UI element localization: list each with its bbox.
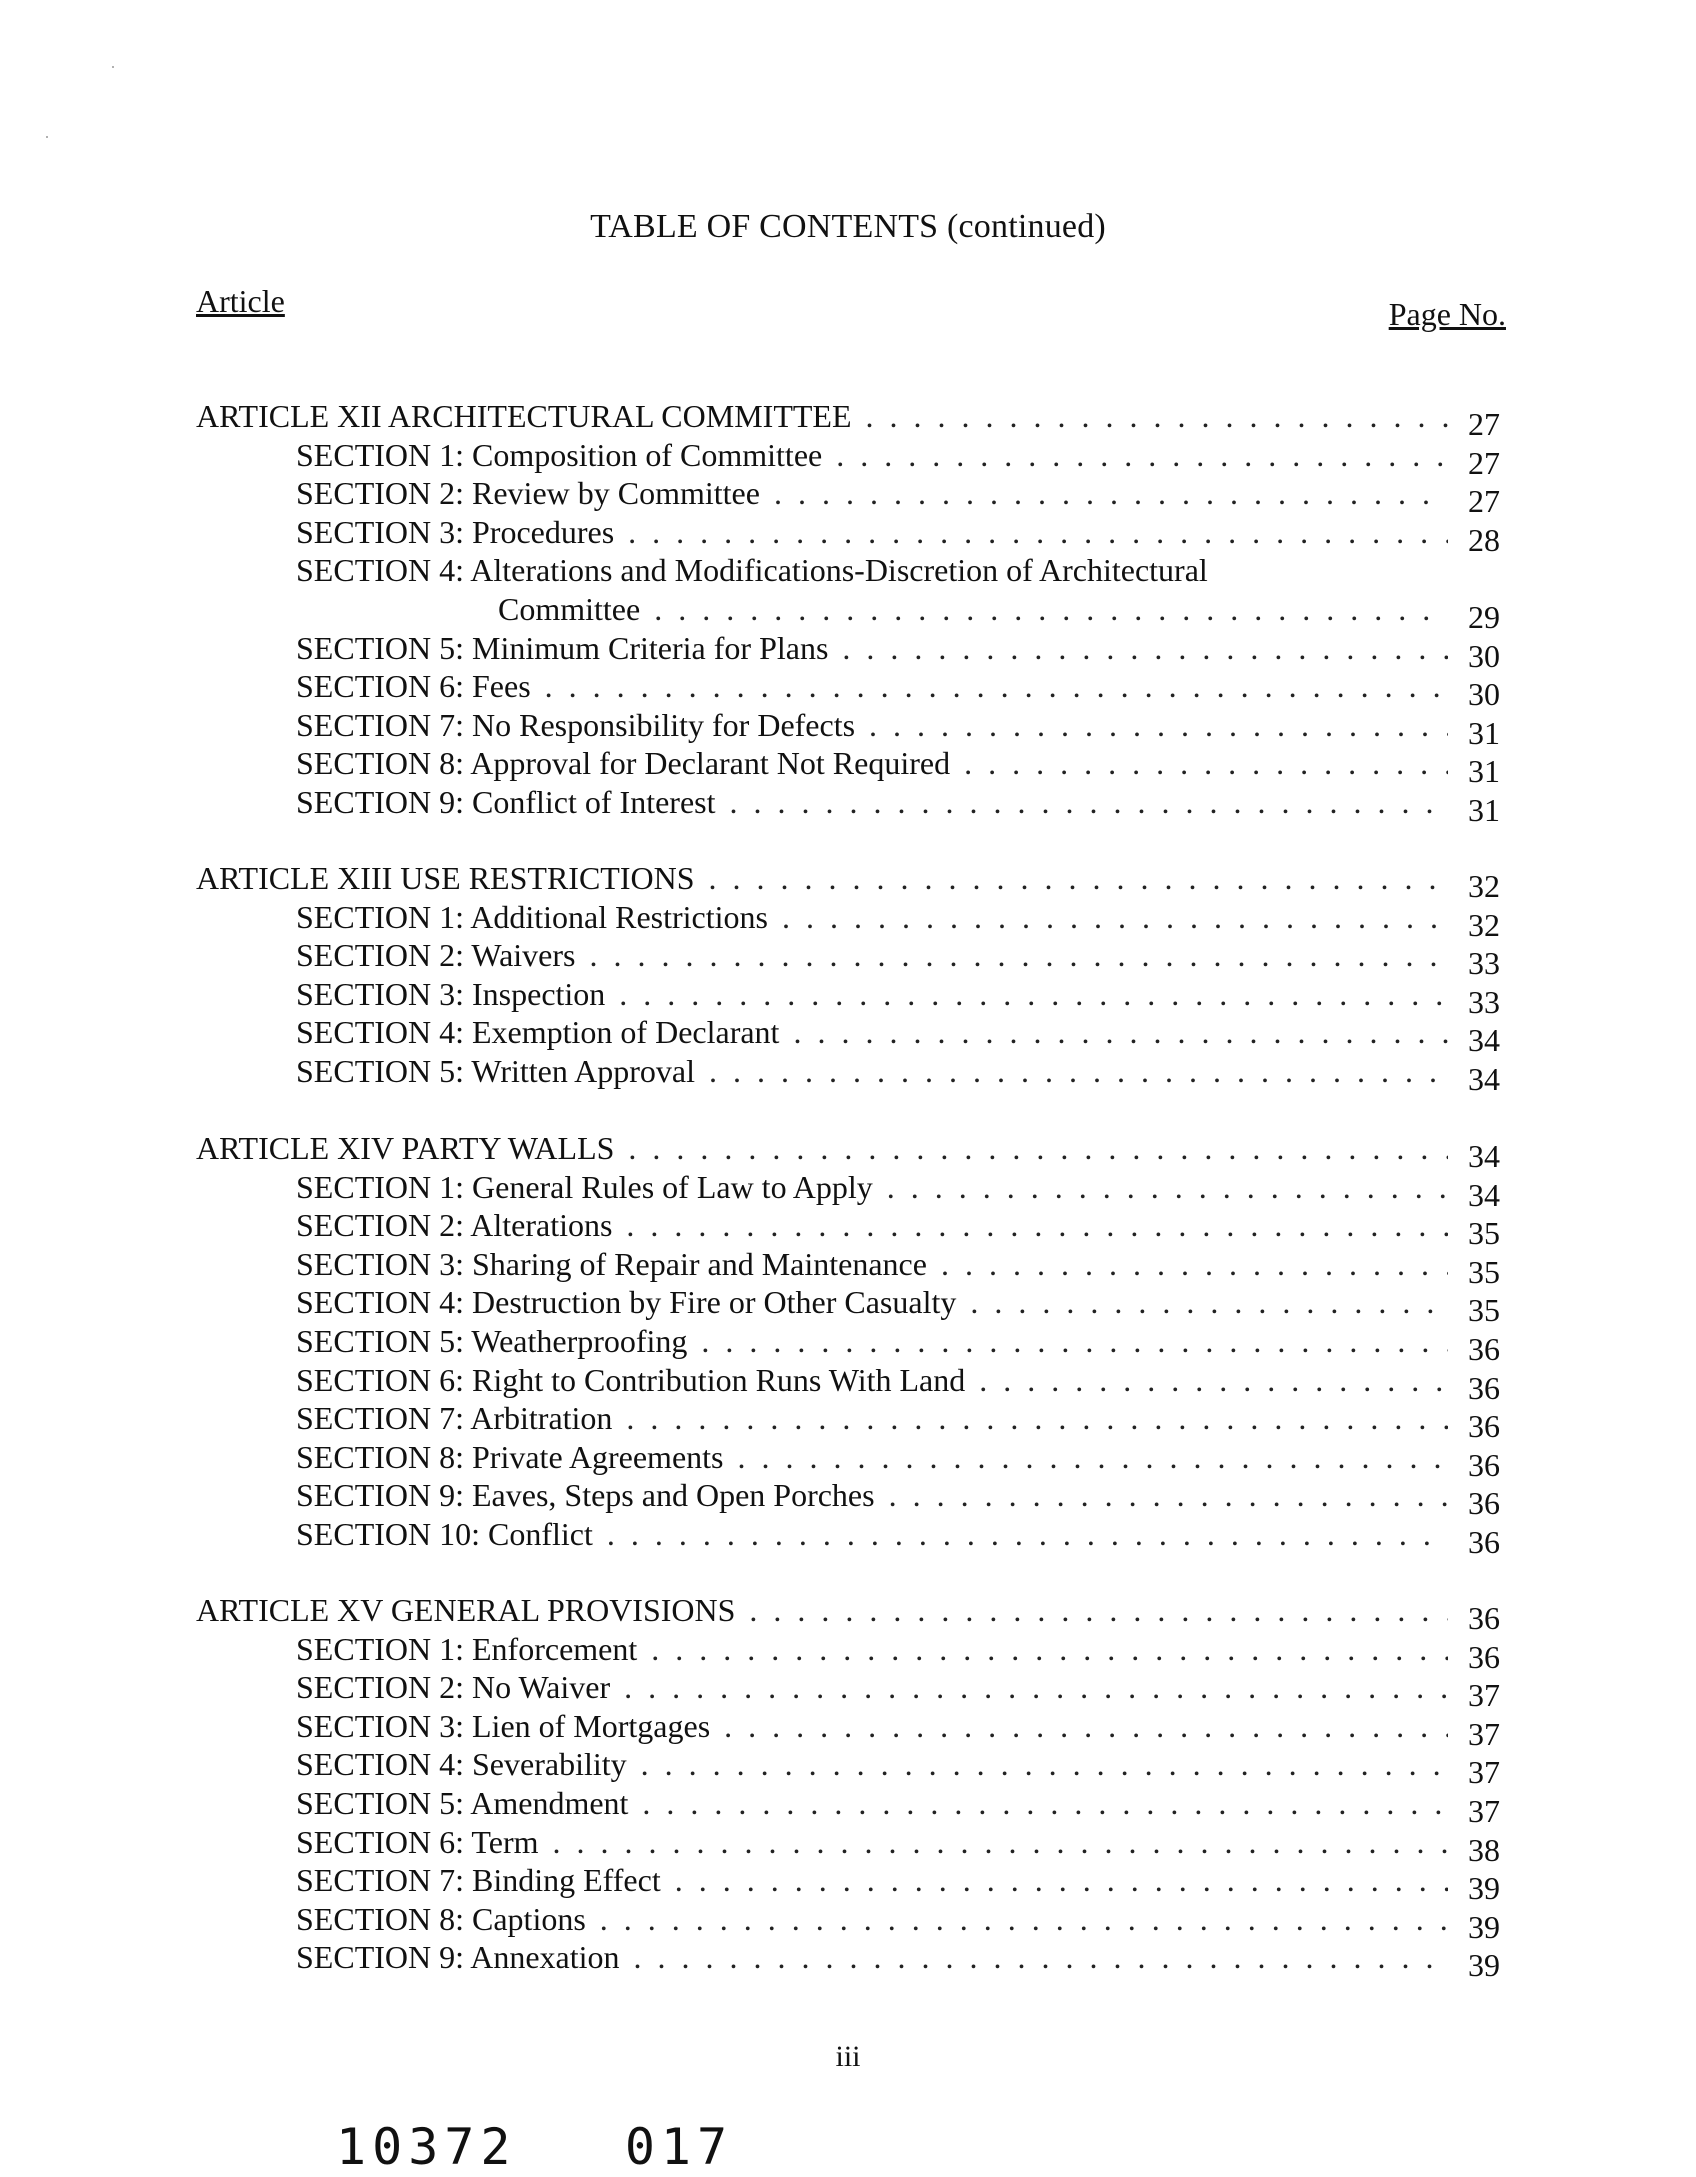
toc-article-entry	[0, 396, 1696, 442]
toc-section-entry-page-number: 34	[1468, 1061, 1500, 1097]
toc-section-entry	[0, 435, 1696, 481]
dot-leader	[782, 897, 1448, 937]
dot-leader	[979, 1360, 1448, 1400]
toc-section-entry-page-number: 37	[1468, 1715, 1500, 1752]
toc-section-entry-title: SECTION 7: Arbitration	[296, 1400, 613, 1437]
toc-section-entry-title: SECTION 6: Term	[296, 1823, 539, 1860]
toc-section-entry	[0, 1822, 1696, 1868]
toc-section-entry	[0, 1360, 1696, 1406]
dot-leader	[642, 1783, 1448, 1823]
toc-section-entry-page-number: 37	[1468, 1754, 1500, 1791]
toc-section-entry-page-number: 33	[1468, 983, 1500, 1020]
dot-leader	[701, 1321, 1448, 1361]
dot-leader	[619, 974, 1448, 1014]
dot-leader	[552, 1822, 1448, 1862]
toc-section-entry-title: SECTION 8: Approval for Declarant Not Required	[296, 745, 951, 782]
toc-section-entry	[0, 473, 1696, 520]
toc-article-entry-page-number: 36	[1468, 1600, 1500, 1636]
toc-article-entry	[0, 858, 1696, 904]
toc-section-entry-title: SECTION 6: Fees	[296, 668, 531, 705]
toc-section-entry	[0, 1282, 1696, 1329]
toc-section-entry-page-number: 39	[1468, 1908, 1500, 1945]
page-title: TABLE OF CONTENTS (continued)	[590, 208, 1106, 245]
toc-section-entry-title: SECTION 4: Severability	[296, 1746, 627, 1783]
toc-section-entry-page-number: 31	[1468, 792, 1500, 828]
toc-section-entry-page-number: 27	[1468, 444, 1500, 481]
toc-section-entry-page-number: 36	[1468, 1331, 1500, 1367]
toc-section-entry-page-number: 39	[1468, 1947, 1500, 1984]
toc-section-continuation-page-number: 29	[1468, 599, 1500, 635]
scan-speck	[112, 66, 114, 68]
toc-section-entry	[0, 743, 1696, 790]
toc-section-entry	[0, 1167, 1696, 1213]
toc-section-entry-page-number: 36	[1468, 1485, 1500, 1522]
toc-section-entry-page-number: 34	[1468, 1176, 1500, 1213]
document-stamp-number: 10372 017	[336, 2118, 734, 2176]
toc-section-entry-title: SECTION 8: Captions	[296, 1900, 586, 1937]
toc-section-entry	[0, 935, 1696, 982]
toc-section-entry	[0, 897, 1696, 943]
toc-section-entry-title: SECTION 1: Additional Restrictions	[296, 898, 768, 935]
dot-leader	[869, 705, 1448, 745]
toc-section-entry-title: SECTION 7: No Responsibility for Defects	[296, 706, 856, 743]
toc-section-entry	[0, 666, 1696, 713]
toc-section-entry-title: SECTION 2: Alterations	[296, 1207, 613, 1244]
toc-section-entry	[0, 1514, 1696, 1560]
toc-article-entry-title: ARTICLE XIII USE RESTRICTIONS	[196, 860, 695, 896]
toc-section-entry-title: SECTION 9: Annexation	[296, 1939, 620, 1976]
toc-section-entry-page-number: 35	[1468, 1253, 1500, 1290]
toc-section-entry-title: SECTION 9: Conflict of Interest	[296, 784, 716, 820]
toc-section-entry-title: SECTION 4: Destruction by Fire or Other Casualty	[296, 1284, 957, 1321]
toc-article-entry-page-number: 27	[1468, 406, 1500, 442]
toc-section-entry-title: SECTION 3: Procedures	[296, 513, 615, 550]
toc-section-entry-page-number: 38	[1468, 1831, 1500, 1868]
toc-section-entry	[0, 1937, 1696, 1984]
toc-section-entry-page-number: 37	[1468, 1793, 1500, 1829]
toc-section-entry-title: SECTION 3: Sharing of Repair and Maintenance	[296, 1245, 927, 1282]
toc-section-entry	[0, 782, 1696, 828]
dot-leader	[970, 1282, 1448, 1322]
dot-leader	[607, 1514, 1448, 1554]
toc-section-entry-page-number: 28	[1468, 521, 1500, 558]
toc-section-entry	[0, 1244, 1696, 1290]
toc-section-entry-title: SECTION 8: Private Agreements	[296, 1438, 724, 1475]
toc-section-entry-page-number: 36	[1468, 1369, 1500, 1406]
toc-section-entry-page-number: 35	[1468, 1292, 1500, 1329]
toc-article-entry	[0, 1590, 1696, 1636]
toc-section-entry	[0, 1437, 1696, 1483]
dot-leader	[941, 1244, 1448, 1284]
toc-section-entry-title: SECTION 10: Conflict	[296, 1516, 593, 1552]
toc-section-entry	[0, 512, 1696, 558]
dot-leader	[793, 1012, 1448, 1052]
dot-leader	[600, 1899, 1448, 1939]
dot-leader	[709, 1051, 1448, 1091]
dot-leader	[836, 435, 1448, 475]
toc-section-entry-page-number: 31	[1468, 714, 1500, 751]
toc-section-entry-title: SECTION 2: No Waiver	[296, 1669, 611, 1706]
toc-section-entry-page-number: 37	[1468, 1677, 1500, 1714]
toc-section-entry	[0, 1706, 1696, 1752]
toc-section-entry-title: SECTION 9: Eaves, Steps and Open Porches	[296, 1477, 875, 1514]
toc-section-entry-title: SECTION 3: Lien of Mortgages	[296, 1707, 711, 1744]
scan-speck	[46, 136, 48, 138]
toc-section-entry-title: SECTION 7: Binding Effect	[296, 1862, 661, 1899]
dot-leader	[749, 1590, 1448, 1630]
dot-leader	[654, 589, 1448, 629]
toc-section-entry-page-number: 27	[1468, 483, 1500, 520]
toc-article-entry-title: ARTICLE XIV PARTY WALLS	[196, 1130, 615, 1166]
toc-section-entry-page-number: 31	[1468, 753, 1500, 790]
toc-section-entry-page-number: 30	[1468, 637, 1500, 674]
toc-section-entry-title: SECTION 6: Right to Contribution Runs With Land	[296, 1361, 966, 1398]
page-folio: iii	[835, 2040, 861, 2073]
toc-section-continuation-title: Committee	[498, 591, 641, 627]
toc-section-entry	[0, 550, 1696, 590]
toc-section-entry-title: SECTION 1: General Rules of Law to Apply	[296, 1168, 873, 1205]
toc-section-entry	[0, 974, 1696, 1020]
dot-leader	[589, 935, 1448, 975]
dot-leader	[724, 1706, 1448, 1746]
toc-section-entry	[0, 1783, 1696, 1829]
toc-section-entry	[0, 705, 1696, 751]
toc-section-entry-page-number: 33	[1468, 945, 1500, 982]
toc-article-entry-title: ARTICLE XII ARCHITECTURAL COMMITTEE	[196, 398, 852, 434]
toc-section-entry-title: SECTION 2: Waivers	[296, 937, 576, 974]
dot-leader	[641, 1744, 1448, 1784]
dot-leader	[626, 1398, 1448, 1438]
toc-section-entry-page-number: 34	[1468, 1022, 1500, 1059]
dot-leader	[626, 1205, 1448, 1245]
toc-article-entry-title: ARTICLE XV GENERAL PROVISIONS	[196, 1592, 736, 1628]
toc-section-entry-title: SECTION 3: Inspection	[296, 975, 606, 1012]
dot-leader	[624, 1667, 1448, 1707]
toc-article-entry	[0, 1128, 1696, 1174]
toc-section-entry	[0, 1051, 1696, 1097]
dot-leader	[889, 1475, 1448, 1515]
toc-section-entry-title: SECTION 4: Exemption of Declarant	[296, 1014, 780, 1051]
toc-section-entry	[0, 1012, 1696, 1059]
dot-leader	[737, 1437, 1448, 1477]
toc-section-entry-title: SECTION 5: Minimum Criteria for Plans	[296, 629, 829, 666]
dot-leader	[842, 628, 1448, 668]
dot-leader	[774, 473, 1448, 513]
toc-section-entry	[0, 1321, 1696, 1367]
toc-section-entry-page-number: 36	[1468, 1446, 1500, 1483]
toc-section-entry-title: SECTION 4: Alterations and Modifications-Discretion of Architectural	[296, 552, 1208, 589]
dot-leader	[866, 396, 1449, 436]
toc-article-entry-page-number: 32	[1468, 868, 1500, 904]
toc-section-entry	[0, 1475, 1696, 1522]
toc-section-entry-page-number: 36	[1468, 1524, 1500, 1560]
dot-leader	[675, 1860, 1448, 1900]
toc-section-entry	[0, 1744, 1696, 1791]
toc-section-entry-page-number: 36	[1468, 1638, 1500, 1675]
dot-leader	[651, 1629, 1448, 1669]
toc-section-entry	[0, 628, 1696, 674]
dot-leader	[628, 1128, 1448, 1168]
dot-leader	[964, 743, 1448, 783]
toc-section-entry-title: SECTION 2: Review by Committee	[296, 475, 760, 512]
dot-leader	[634, 1937, 1448, 1977]
toc-section-entry-page-number: 36	[1468, 1408, 1500, 1445]
dot-leader	[545, 666, 1448, 706]
toc-section-entry-page-number: 35	[1468, 1215, 1500, 1252]
toc-section-entry	[0, 1398, 1696, 1445]
toc-section-entry-title: SECTION 1: Composition of Committee	[296, 436, 823, 473]
toc-section-entry	[0, 1899, 1696, 1945]
toc-section-entry-title: SECTION 5: Written Approval	[296, 1053, 695, 1089]
toc-section-entry-title: SECTION 1: Enforcement	[296, 1630, 638, 1667]
toc-section-entry	[0, 1860, 1696, 1907]
toc-section-entry-page-number: 32	[1468, 906, 1500, 943]
article-column-header: Article	[196, 283, 285, 319]
toc-section-continuation	[0, 589, 1696, 635]
page-number-column-header: Page No.	[1388, 296, 1506, 332]
toc-article-entry-page-number: 34	[1468, 1138, 1500, 1174]
toc-section-entry-title: SECTION 5: Weatherproofing	[296, 1323, 688, 1359]
toc-section-entry-page-number: 39	[1468, 1870, 1500, 1907]
dot-leader	[709, 858, 1449, 898]
toc-section-entry	[0, 1629, 1696, 1675]
toc-section-entry	[0, 1667, 1696, 1714]
toc-section-entry-page-number: 30	[1468, 676, 1500, 713]
toc-section-entry	[0, 1205, 1696, 1252]
dot-leader	[887, 1167, 1448, 1207]
dot-leader	[729, 782, 1448, 822]
toc-section-entry-title: SECTION 5: Amendment	[296, 1785, 629, 1821]
dot-leader	[628, 512, 1448, 552]
